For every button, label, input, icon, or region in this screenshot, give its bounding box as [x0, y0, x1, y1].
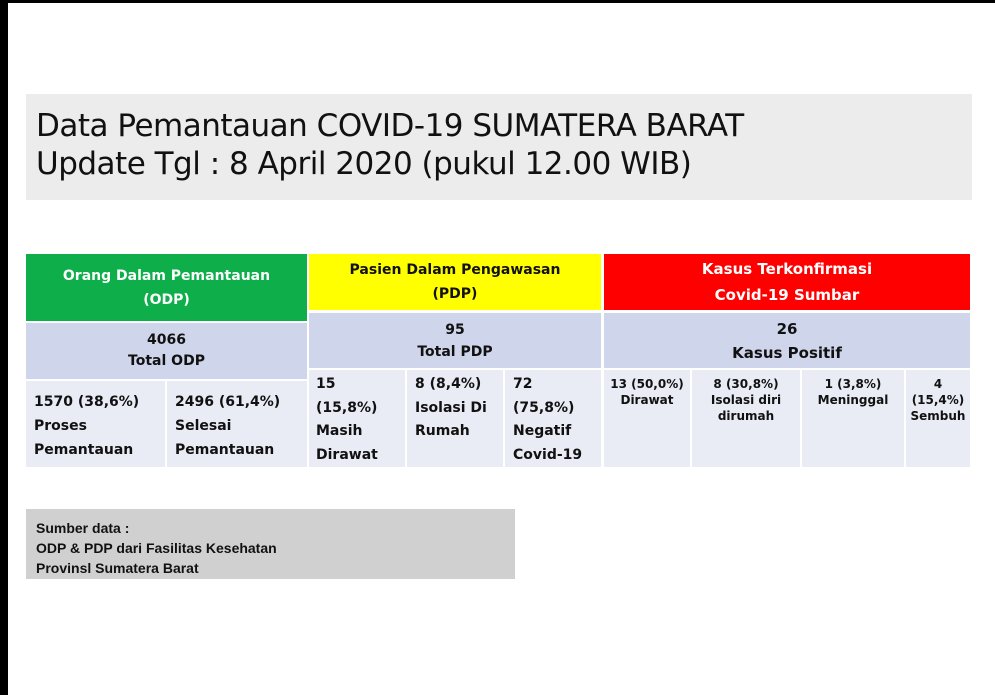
kasus-item-label: Meninggal — [817, 393, 889, 407]
pdp-item-value: 15 — [316, 376, 336, 392]
pdp-header — [309, 254, 601, 310]
pdp-item-negatif — [505, 370, 601, 467]
source-line: ODP & PDP dari Fasilitas Kesehatan — [36, 540, 277, 556]
odp-item-value: 2496 (61,4%) — [175, 394, 281, 410]
pdp-item-dirawat — [309, 370, 405, 467]
kasus-item-value: 1 (3,8%) — [824, 377, 882, 391]
odp-item-selesai — [167, 381, 307, 467]
source-line: Provinsl Sumatera Barat — [36, 560, 199, 576]
pdp-header-abbr: (PDP) — [432, 286, 478, 302]
pdp-total — [309, 313, 601, 368]
kasus-item-dirawat — [604, 370, 690, 467]
kasus-header-title: Kasus Terkonfirmasi — [701, 260, 873, 278]
odp-item-label: Pemantauan — [175, 442, 275, 458]
slide — [8, 3, 995, 695]
pdp-item-label: Negatif — [513, 423, 572, 439]
update-date: Update Tgl : 8 April 2020 (pukul 12.00 WIB) — [36, 146, 692, 182]
odp-item-proses — [26, 381, 165, 467]
kasus-total-value: 26 — [776, 319, 798, 338]
odp-item-label: Selesai — [175, 418, 232, 434]
kasus-item-value: 8 (30,8%) — [713, 377, 779, 391]
kasus-item-value: 13 (50,0%) — [610, 377, 684, 391]
odp-item-value: 1570 (38,6%) — [34, 394, 140, 410]
pdp-item-label: Rumah — [415, 423, 470, 439]
pdp-item-label: Dirawat — [316, 446, 378, 463]
pdp-item-label: Covid-19 — [513, 446, 583, 463]
pdp-item-percent: (75,8%) — [513, 399, 575, 416]
kasus-item-sembuh — [906, 370, 970, 467]
odp-total-value: 4066 — [147, 332, 186, 348]
kasus-item-isolasi — [692, 370, 800, 467]
odp-header-title: Orang Dalam Pemantauan — [62, 267, 271, 284]
pdp-item-label: Masih — [316, 423, 363, 439]
odp-item-label: Pemantauan — [34, 442, 134, 458]
kasus-header — [604, 254, 970, 310]
kasus-item-value: 4 — [933, 377, 943, 391]
pdp-item-isolasi — [407, 370, 503, 467]
pdp-item-percent: (15,8%) — [316, 399, 378, 416]
kasus-header-subtitle: Covid-19 Sumbar — [714, 286, 860, 304]
kasus-total-label: Kasus Positif — [732, 343, 842, 362]
pdp-header-title: Pasien Dalam Pengawasan — [349, 262, 561, 278]
pdp-item-value: 8 (8,4%) — [415, 376, 482, 392]
kasus-item-label: Isolasi diri — [710, 393, 782, 407]
odp-total — [26, 323, 307, 379]
odp-header — [26, 254, 307, 321]
kasus-item-meninggal — [802, 370, 904, 467]
title-box — [26, 94, 972, 200]
odp-item-label: Proses — [34, 418, 87, 434]
odp-total-label: Total ODP — [128, 353, 205, 369]
pdp-total-value: 95 — [445, 321, 465, 338]
kasus-item-label: dirumah — [717, 409, 775, 423]
kasus-total — [604, 313, 970, 368]
kasus-item-label: Dirawat — [620, 393, 674, 407]
kasus-item-label: Sembuh — [910, 409, 966, 423]
pdp-item-value: 72 — [513, 376, 533, 392]
page-title: Data Pemantauan COVID-19 SUMATERA BARAT — [36, 108, 744, 144]
pdp-total-label: Total PDP — [417, 343, 493, 360]
source-title: Sumber data : — [36, 520, 130, 536]
source-box — [26, 509, 515, 579]
odp-header-abbr: (ODP) — [143, 291, 190, 308]
kasus-item-percent: (15,4%) — [911, 393, 965, 407]
pdp-item-label: Isolasi Di — [415, 399, 487, 416]
